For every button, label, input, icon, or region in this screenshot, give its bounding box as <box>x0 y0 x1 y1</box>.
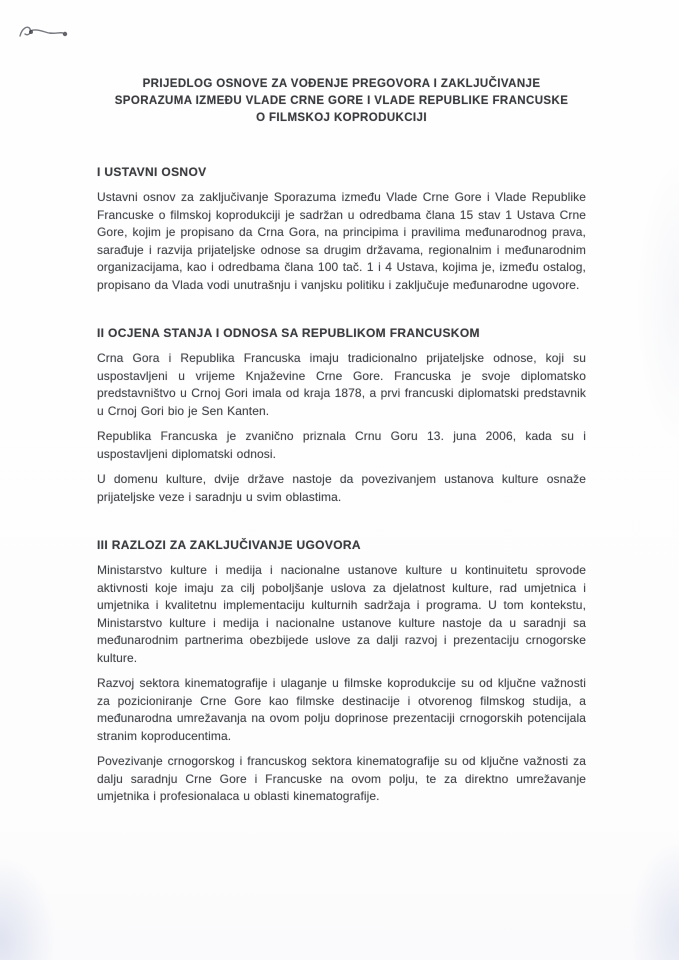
title-line-3: O FILMSKOJ KOPRODUKCIJI <box>256 112 427 124</box>
section-heading: I USTAVNI OSNOV <box>97 165 207 179</box>
section-ocjena-stanja <box>97 325 586 506</box>
handwritten-scribble-icon <box>16 18 96 48</box>
section-ustavni-osnov <box>97 164 586 294</box>
paragraph: Razvoj sektora kinematografije i ulaganje u filmske koprodukcije su od ključne važnosti za pozicioniranje Crne Gore kao filmske destinacije i otvorenog filmskog studija, a međunarodna umrežavanja na ovom polju doprinose prezentaciji crnogorskih potencijala stranim koproducentima. <box>97 676 586 743</box>
section-heading: II OCJENA STANJA I ODNOSA SA REPUBLIKOM FRANCUSKOM <box>97 326 480 340</box>
paragraph: Ministarstvo kulture i medija i nacionalne ustanove kulture u kontinuitetu sprovode aktivnosti koje imaju za cilj poboljšanje uslova za djelatnost kulture, rad umjetnica i umjetnika i kvalitetnu implementaciju kulturnih sadržaja i programa. U tom kontekstu, Ministarstvo kulture i medija i nacionalne ustanove kulture nastoje da u saradnji sa međunarodnim partnerima obezbijede uslove za dalji razvoj i prezentaciju crnogorske kulture. <box>97 563 586 665</box>
paragraph: Ustavni osnov za zaključivanje Sporazuma između Vlade Crne Gore i Vlade Republike Francuske o filmskoj koprodukciji je sadržan u odredbama člana 15 stav 1 Ustava Crne Gore, kojim je propisano da Crna Gora, na principima i pravilima međunarodnog prava, sarađuje i razvija prijateljske odnose sa drugim državama, regionalnim i međunarodnim organizacijama, kao i odredbama člana 100 tač. 1 i 4 Ustava, kojima je, između ostalog, propisano da Vlada vodi unutrašnju i vanjsku politiku i zaključuje međunarodne ugovore. <box>97 190 586 292</box>
section-razlozi-za-zakljucivanje <box>97 537 586 806</box>
paragraph: U domenu kulture, dvije države nastoje da povezivanjem ustanova kulture osnaže prijateljske veze i saradnju u svim oblastima. <box>97 472 586 504</box>
title-line-1: PRIJEDLOG OSNOVE ZA VOĐENJE PREGOVORA I ZAKLJUČIVANJE <box>142 78 541 90</box>
section-heading: III RAZLOZI ZA ZAKLJUČIVANJE UGOVORA <box>97 538 361 552</box>
document-content <box>97 0 586 814</box>
paragraph: Crna Gora i Republika Francuska imaju tradicionalno prijateljske odnose, koji su uspostavljeni u vrijeme Knjaževine Crne Gore. Francuska je svoje diplomatsko predstavništvo u Crnoj Gori imala od kraja 1878, a prvi francuski diplomatski predstavnik u Crnoj Gori bio je Sen Kanten. <box>97 351 586 418</box>
title-line-2: SPORAZUMA IZMEĐU VLADE CRNE GORE I VLADE REPUBLIKE FRANCUSKE <box>114 95 569 107</box>
paragraph: Povezivanje crnogorskog i francuskog sektora kinematografije su od ključne važnosti za dalju saradnju Crne Gore i Francuske na ovom polju, te za direktno umrežavanje umjetnika i profesionalaca u oblasti kinematografije. <box>97 754 586 803</box>
paragraph: Republika Francuska je zvanično priznala Crnu Goru 13. juna 2006, kada su i uspostavljeni diplomatski odnosi. <box>97 429 586 461</box>
document-title <box>97 76 586 127</box>
